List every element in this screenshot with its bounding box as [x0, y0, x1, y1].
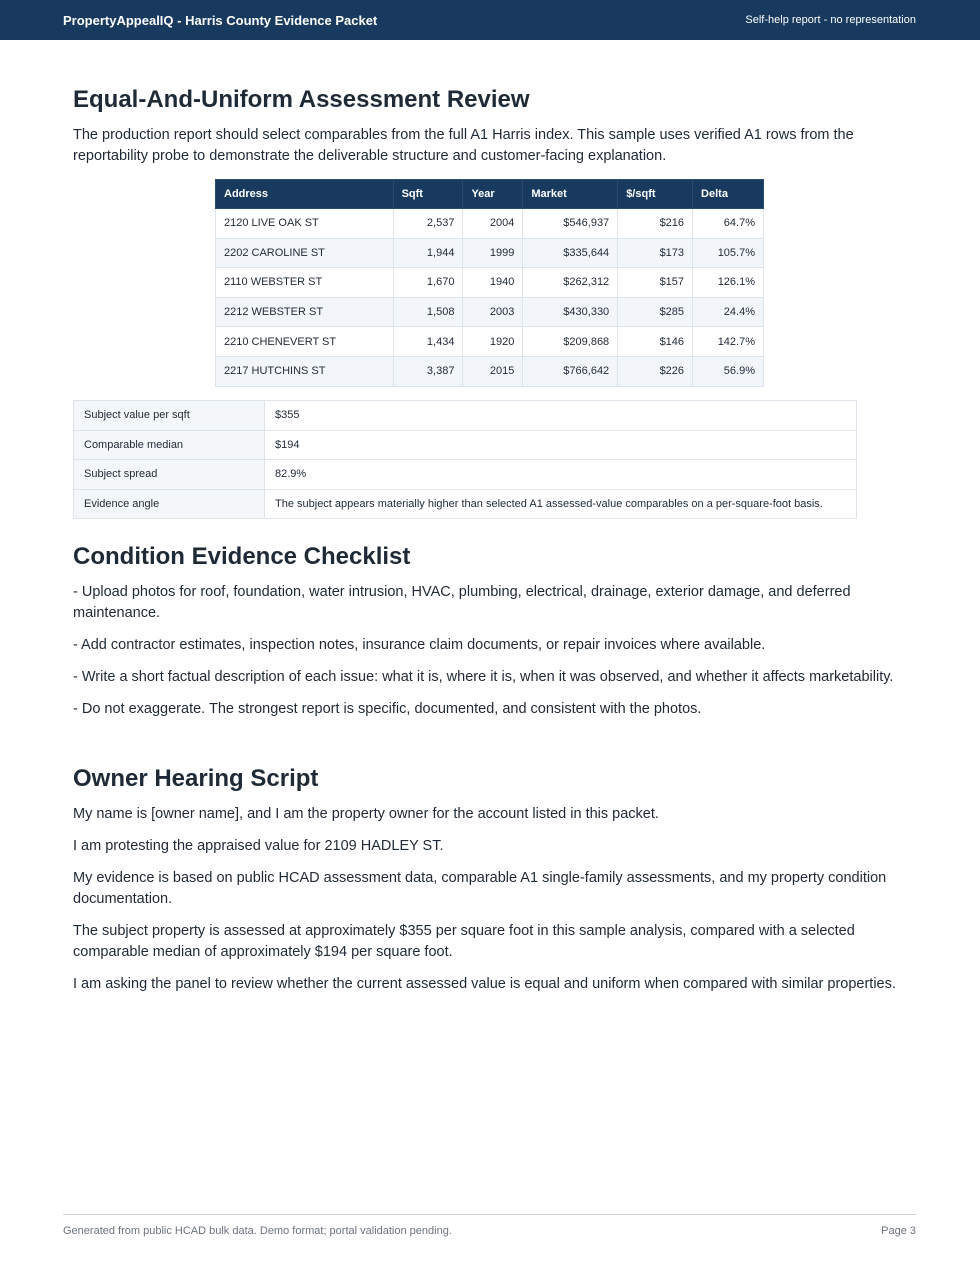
footer-note: Generated from public HCAD bulk data. Demo format; portal validation pending.: [63, 1225, 452, 1237]
column-header: $/sqft: [618, 180, 693, 209]
summary-value: The subject appears materially higher than selected A1 assessed-value comparables on a per-square-foot basis.: [265, 489, 857, 519]
table-cell: 2004: [463, 209, 523, 239]
summary-row: [74, 460, 857, 490]
column-header: Sqft: [393, 180, 463, 209]
table-cell: $262,312: [523, 268, 618, 298]
table-row: [216, 268, 764, 298]
summary-label: Evidence angle: [74, 489, 265, 519]
script-paragraph: The subject property is assessed at approximately $355 per square foot in this sample analysis, compared with a selected comparable median of approximately $194 per square foot.: [73, 923, 855, 960]
table-cell: 2210 CHENEVERT ST: [216, 327, 394, 357]
table-cell: 142.7%: [693, 327, 764, 357]
summary-value: $194: [265, 430, 857, 460]
table-cell: 1,434: [393, 327, 463, 357]
checklist-item: - Do not exaggerate. The strongest report is specific, documented, and consistent with the photos.: [73, 701, 702, 717]
summary-label: Subject value per sqft: [74, 401, 265, 431]
summary-row: [74, 401, 857, 431]
column-header: Delta: [693, 180, 764, 209]
comparables-table: [215, 179, 764, 387]
column-header: Address: [216, 180, 394, 209]
table-row: [216, 356, 764, 386]
script-paragraph: I am protesting the appraised value for 2109 HADLEY ST.: [73, 838, 444, 854]
table-row: [216, 327, 764, 357]
table-cell: 1,670: [393, 268, 463, 298]
section-title-condition-checklist: Condition Evidence Checklist: [73, 543, 411, 570]
summary-label: Subject spread: [74, 460, 265, 490]
section-intro: The production report should select comparables from the full A1 Harris index. This sample uses verified A1 rows from the reportability probe to demonstrate the deliverable structure and customer-facing explanation.: [73, 127, 854, 164]
script-paragraph: I am asking the panel to review whether the current assessed value is equal and uniform when compared with similar properties.: [73, 976, 896, 992]
condition-checklist: [73, 582, 897, 731]
summary-value: $355: [265, 401, 857, 431]
table-cell: $209,868: [523, 327, 618, 357]
checklist-item: - Add contractor estimates, inspection notes, insurance claim documents, or repair invoices where available.: [73, 637, 766, 653]
table-header-row: [216, 180, 764, 209]
script-paragraph: My name is [owner name], and I am the property owner for the account listed in this packet.: [73, 806, 659, 822]
table-cell: 2,537: [393, 209, 463, 239]
table-cell: 1,944: [393, 238, 463, 268]
table-cell: $430,330: [523, 297, 618, 327]
table-cell: 24.4%: [693, 297, 764, 327]
table-cell: $157: [618, 268, 693, 298]
table-cell: 1999: [463, 238, 523, 268]
footer-divider: [63, 1214, 916, 1215]
script-paragraph: My evidence is based on public HCAD assessment data, comparable A1 single-family assessments, and my property condition documentation.: [73, 870, 887, 907]
table-cell: 2217 HUTCHINS ST: [216, 356, 394, 386]
summary-table: [73, 400, 857, 519]
table-cell: 2202 CAROLINE ST: [216, 238, 394, 268]
summary-value: 82.9%: [265, 460, 857, 490]
table-cell: 64.7%: [693, 209, 764, 239]
table-cell: 126.1%: [693, 268, 764, 298]
table-cell: 1920: [463, 327, 523, 357]
summary-row: [74, 430, 857, 460]
table-cell: 2015: [463, 356, 523, 386]
table-cell: $285: [618, 297, 693, 327]
table-cell: 2212 WEBSTER ST: [216, 297, 394, 327]
summary-row: [74, 489, 857, 519]
table-cell: $226: [618, 356, 693, 386]
column-header: Year: [463, 180, 523, 209]
section-title-equal-uniform: Equal-And-Uniform Assessment Review: [73, 86, 530, 113]
report-brand-title: PropertyAppealIQ - Harris County Evidence Packet: [63, 13, 378, 28]
report-header-bar: [0, 0, 980, 40]
table-cell: 1940: [463, 268, 523, 298]
table-cell: 105.7%: [693, 238, 764, 268]
table-cell: $146: [618, 327, 693, 357]
table-row: [216, 297, 764, 327]
table-cell: 1,508: [393, 297, 463, 327]
table-cell: $173: [618, 238, 693, 268]
table-cell: 2120 LIVE OAK ST: [216, 209, 394, 239]
checklist-item: - Write a short factual description of each issue: what it is, where it is, when it was observed, and whether it affects marketability.: [73, 669, 894, 685]
page-number: Page 3: [881, 1225, 916, 1237]
table-cell: 2003: [463, 297, 523, 327]
table-cell: 3,387: [393, 356, 463, 386]
table-cell: 56.9%: [693, 356, 764, 386]
table-row: [216, 238, 764, 268]
summary-label: Comparable median: [74, 430, 265, 460]
section-title-hearing-script: Owner Hearing Script: [73, 765, 319, 792]
table-cell: $335,644: [523, 238, 618, 268]
hearing-script: [73, 804, 897, 1006]
column-header: Market: [523, 180, 618, 209]
table-cell: 2110 WEBSTER ST: [216, 268, 394, 298]
checklist-item: - Upload photos for roof, foundation, water intrusion, HVAC, plumbing, electrical, drainage, exterior damage, and deferred maintenance.: [73, 584, 851, 621]
disclaimer-note: Self-help report - no representation: [745, 14, 916, 26]
table-row: [216, 209, 764, 239]
table-cell: $216: [618, 209, 693, 239]
table-cell: $766,642: [523, 356, 618, 386]
table-cell: $546,937: [523, 209, 618, 239]
